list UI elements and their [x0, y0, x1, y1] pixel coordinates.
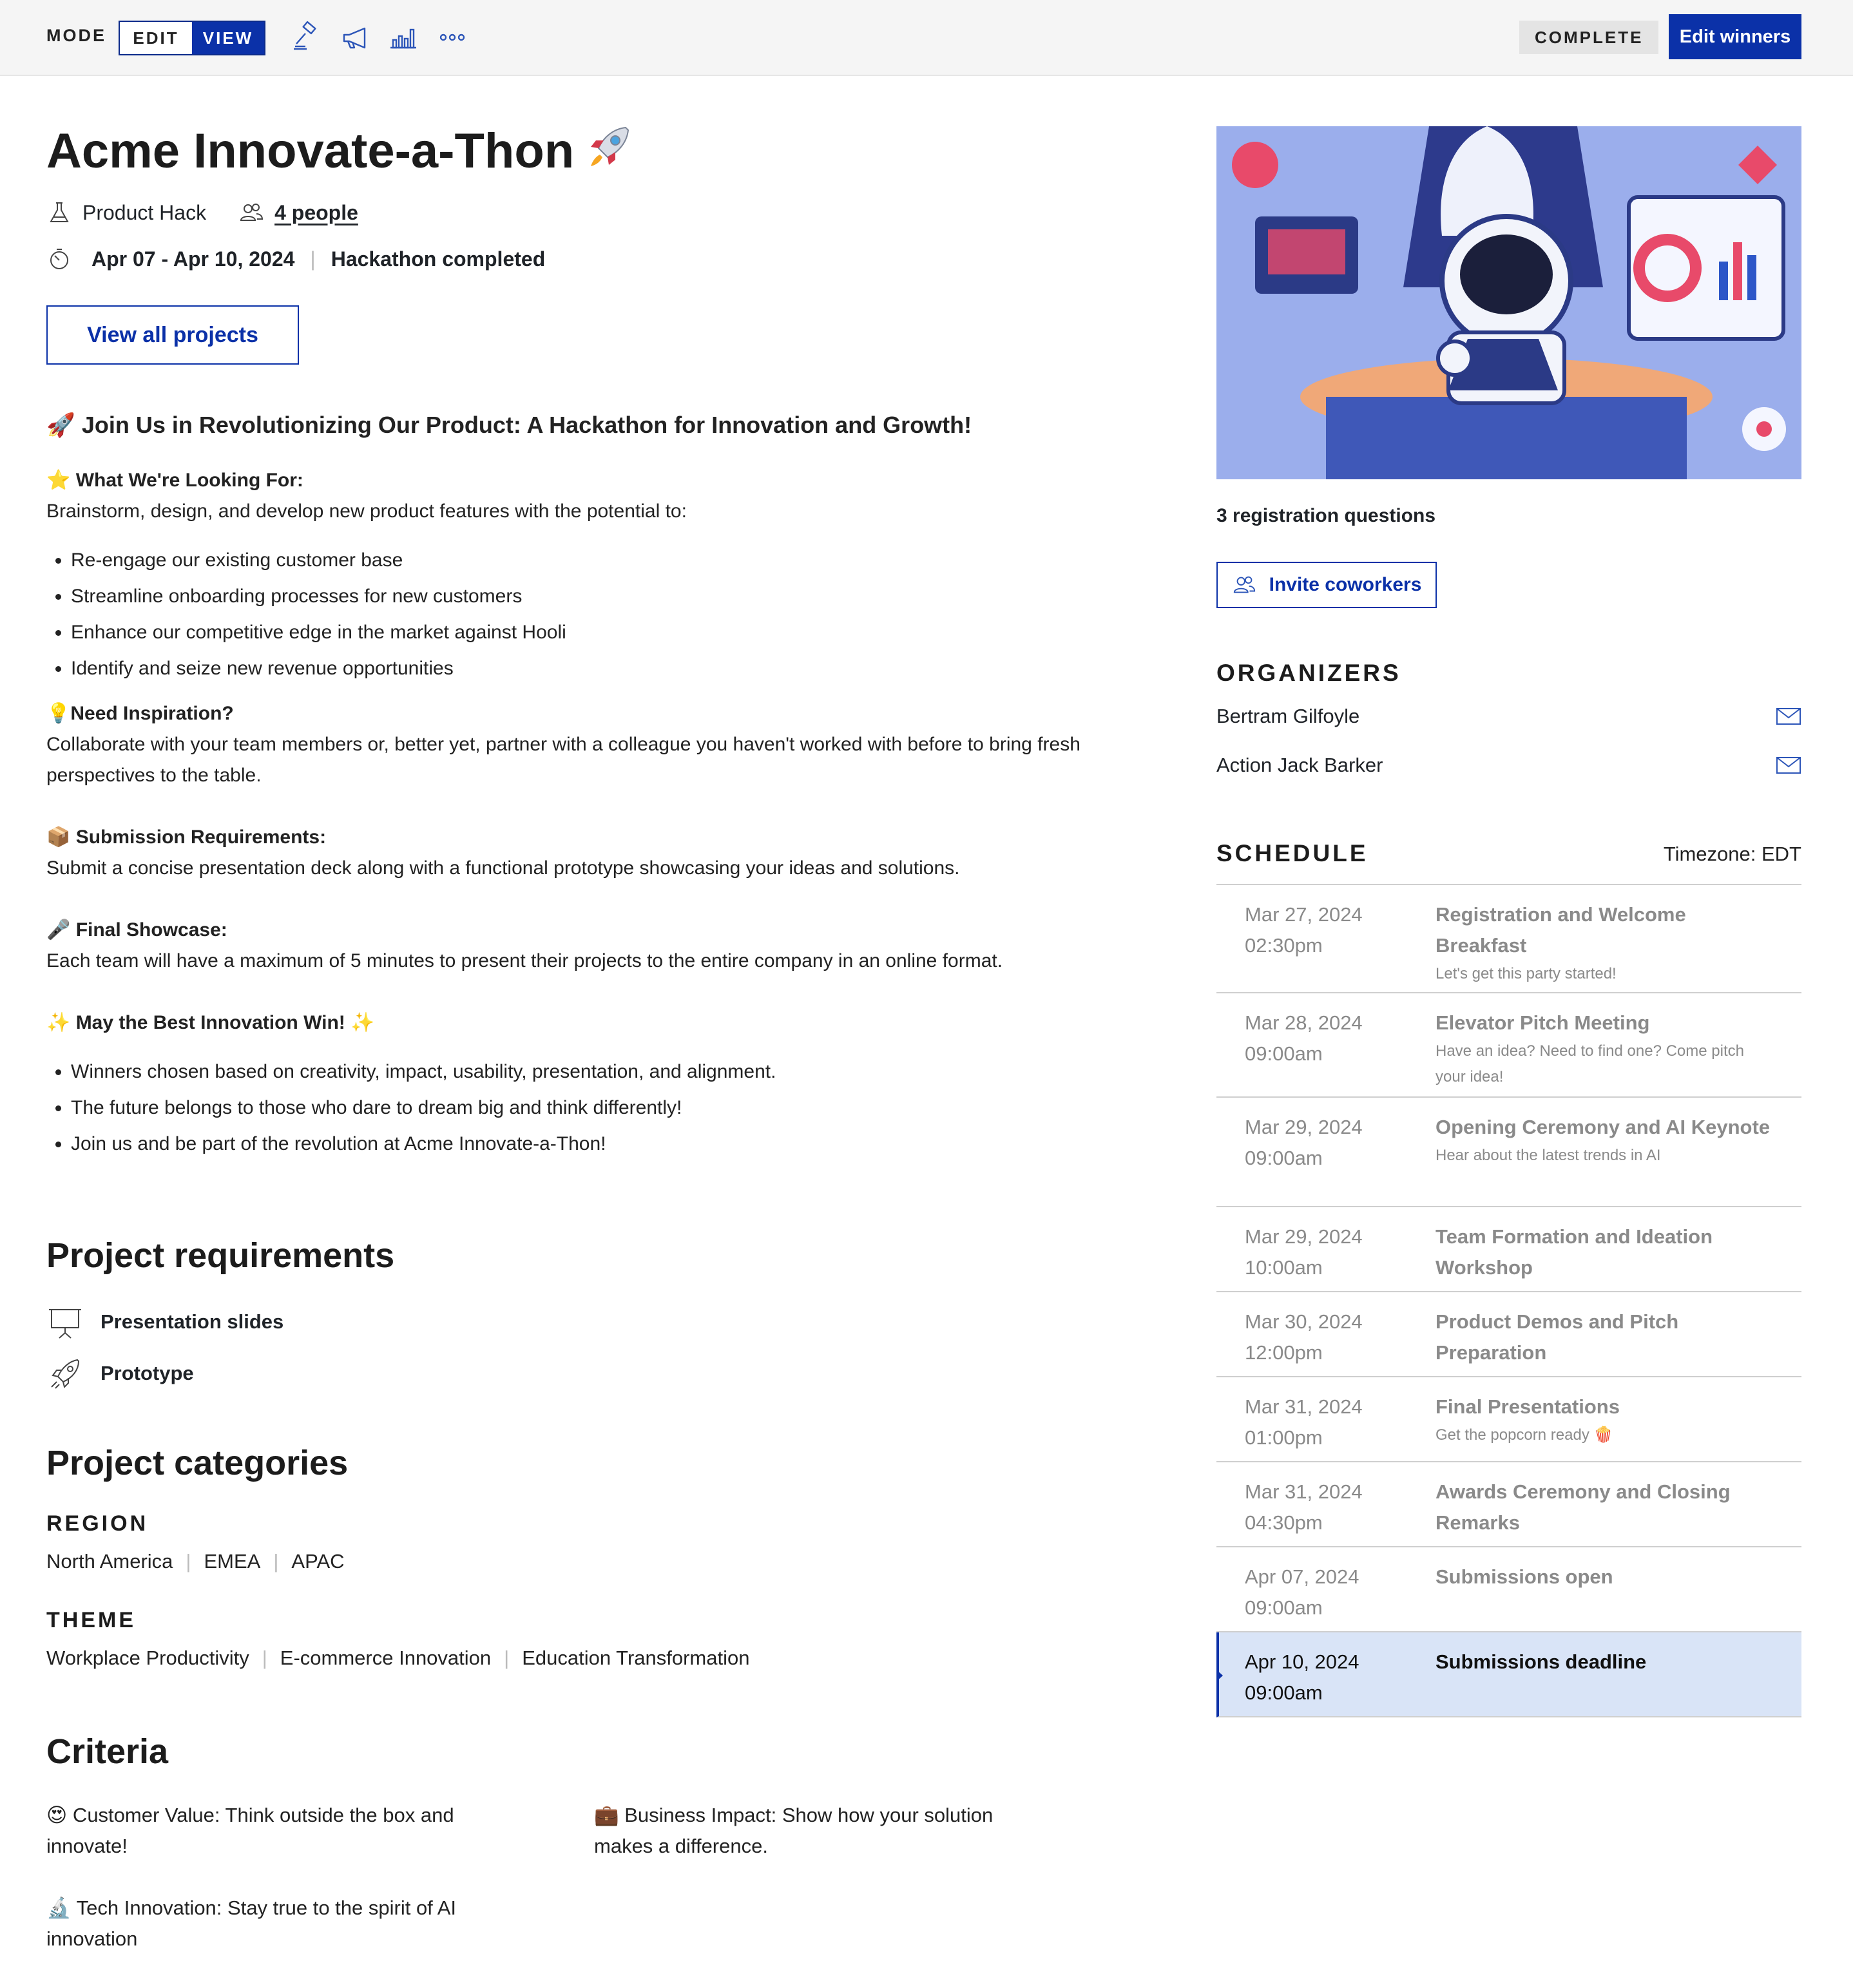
theme-label: THEME	[46, 1608, 136, 1632]
schedule-datetime	[1245, 1391, 1363, 1453]
theme-value: Workplace Productivity	[46, 1647, 249, 1669]
schedule-event	[1435, 1391, 1771, 1448]
schedule-title: Submissions open	[1435, 1565, 1613, 1588]
list-item: • Re-engage our existing customer base	[71, 545, 1090, 576]
schedule-time: 09:00am	[1245, 1596, 1323, 1619]
schedule-row	[1216, 1377, 1801, 1462]
schedule-title: Elevator Pitch Meeting	[1435, 1011, 1650, 1034]
list-item: • Join us and be part of the revolution at Acme Innovate-a-Thon!	[71, 1129, 1090, 1160]
people-icon	[238, 200, 264, 225]
schedule-subtitle: Let's get this party started!	[1435, 965, 1617, 982]
schedule-time: 12:00pm	[1245, 1341, 1323, 1364]
people-icon	[1232, 573, 1256, 597]
schedule-row	[1216, 1207, 1801, 1292]
megaphone-icon[interactable]	[339, 21, 372, 54]
schedule-datetime	[1245, 1008, 1363, 1069]
schedule-date: Mar 27, 2024	[1245, 903, 1363, 926]
schedule-time: 10:00am	[1245, 1256, 1323, 1279]
schedule-time: 09:00am	[1245, 1042, 1323, 1065]
schedule-date: Mar 31, 2024	[1245, 1395, 1363, 1418]
mode-toggle	[119, 21, 265, 55]
schedule-datetime	[1245, 1562, 1359, 1623]
looking-for-list	[46, 545, 1090, 684]
gavel-icon[interactable]	[290, 21, 323, 54]
organizer-row	[1216, 701, 1801, 732]
requirement-label: Prototype	[101, 1362, 194, 1384]
theme-value: Education Transformation	[522, 1647, 750, 1669]
event-status: Hackathon completed	[331, 247, 546, 271]
schedule-time: 02:30pm	[1245, 934, 1323, 957]
schedule-time: 09:00am	[1245, 1147, 1323, 1169]
divider: |	[504, 1647, 510, 1669]
schedule-row	[1216, 1292, 1801, 1377]
list-item: • Streamline onboarding processes for new customers	[71, 581, 1090, 612]
region-value: EMEA	[204, 1550, 261, 1572]
list-item: • Enhance our competitive edge in the market against Hooli	[71, 617, 1090, 648]
invite-label: Invite coworkers	[1269, 574, 1422, 595]
top-toolbar	[0, 0, 1853, 76]
schedule-title: Registration and Welcome Breakfast	[1435, 903, 1686, 957]
schedule-time: 04:30pm	[1245, 1511, 1323, 1534]
schedule-row	[1216, 1547, 1801, 1632]
schedule-event	[1435, 1647, 1771, 1677]
more-icon[interactable]	[436, 21, 469, 54]
schedule-date: Mar 29, 2024	[1245, 1225, 1363, 1248]
schedule-event	[1435, 899, 1771, 987]
requirement-label: Presentation slides	[101, 1310, 284, 1333]
schedule-event	[1435, 1008, 1771, 1090]
schedule-title: Awards Ceremony and Closing Remarks	[1435, 1480, 1731, 1534]
inspiration-text: Collaborate with your team members or, better yet, partner with a colleague you haven't worked with before to bring fresh perspectives to the table.	[46, 734, 1080, 786]
schedule-date: Mar 28, 2024	[1245, 1011, 1363, 1034]
schedule-row	[1216, 1098, 1801, 1207]
requirements-title: Project requirements	[46, 1236, 395, 1275]
schedule-row	[1216, 885, 1801, 993]
schedule-time: 09:00am	[1245, 1681, 1323, 1704]
mode-edit-button[interactable]: EDIT	[120, 22, 192, 54]
schedule-row	[1216, 1462, 1801, 1547]
divider: |	[273, 1550, 279, 1572]
theme-value: E-commerce Innovation	[280, 1647, 492, 1669]
mode-view-button[interactable]: VIEW	[192, 22, 264, 54]
status-badge: COMPLETE	[1519, 21, 1658, 54]
mail-icon[interactable]	[1776, 706, 1801, 727]
edit-winners-button[interactable]: Edit winners	[1669, 14, 1801, 59]
submission-text: Submit a concise presentation deck along with a functional prototype showcasing your ideas and solutions.	[46, 857, 960, 879]
schedule-date: Mar 31, 2024	[1245, 1480, 1363, 1503]
region-value: North America	[46, 1550, 173, 1572]
schedule-event	[1435, 1221, 1771, 1283]
schedule-subtitle: Have an idea? Need to find one? Come pitch your idea!	[1435, 1042, 1744, 1085]
theme-values	[46, 1647, 749, 1670]
flask-icon	[46, 200, 72, 225]
list-item: • Winners chosen based on creativity, impact, usability, presentation, and alignment.	[71, 1056, 1090, 1087]
event-meta	[46, 198, 358, 227]
schedule-event	[1435, 1477, 1771, 1538]
region-label: REGION	[46, 1511, 149, 1536]
divider: |	[186, 1550, 191, 1572]
schedule-event	[1435, 1562, 1771, 1592]
schedule-datetime	[1245, 1477, 1363, 1538]
registration-questions: 3 registration questions	[1216, 505, 1436, 526]
region-values	[46, 1550, 345, 1573]
schedule-date: Mar 30, 2024	[1245, 1310, 1363, 1333]
schedule-datetime	[1245, 1647, 1359, 1708]
win-heading: ✨ May the Best Innovation Win! ✨	[46, 1012, 375, 1033]
timezone: Timezone: EDT	[1663, 843, 1801, 865]
schedule-row	[1216, 993, 1801, 1098]
schedule-title: Product Demos and Pitch Preparation	[1435, 1310, 1679, 1364]
schedule-date: Apr 10, 2024	[1245, 1650, 1359, 1673]
list-item: • The future belongs to those who dare to dream big and think differently!	[71, 1093, 1090, 1123]
schedule-date: Mar 29, 2024	[1245, 1116, 1363, 1138]
criteria-item: 😍 Customer Value: Think outside the box and innovate!	[46, 1804, 454, 1857]
schedule-time: 01:00pm	[1245, 1426, 1323, 1449]
event-title: Acme Innovate-a-Thon	[46, 124, 575, 178]
schedule-datetime	[1245, 1112, 1363, 1174]
categories-title: Project categories	[46, 1444, 349, 1482]
schedule-title: SCHEDULE	[1216, 840, 1368, 866]
event-dates-row	[46, 245, 545, 273]
requirement-item	[46, 1355, 194, 1391]
mode-label: MODE	[46, 26, 106, 45]
criteria-title: Criteria	[46, 1732, 169, 1771]
divider: |	[262, 1647, 267, 1669]
looking-for-text: Brainstorm, design, and develop new product features with the potential to:	[46, 501, 687, 522]
divider: |	[310, 247, 316, 271]
region-value: APAC	[291, 1550, 345, 1572]
submission-heading: 📦 Submission Requirements:	[46, 827, 327, 848]
rocket-icon	[583, 122, 633, 173]
schedule-datetime	[1245, 899, 1363, 961]
rocket-outline-icon	[46, 1355, 84, 1392]
schedule-title: Opening Ceremony and AI Keynote	[1435, 1116, 1771, 1138]
schedule-title: Final Presentations	[1435, 1395, 1620, 1418]
invite-coworkers-button[interactable]	[1216, 562, 1437, 608]
list-item: • Identify and seize new revenue opportunities	[71, 653, 1090, 684]
schedule-subtitle: Hear about the latest trends in AI	[1435, 1147, 1661, 1164]
schedule-title: Team Formation and Ideation Workshop	[1435, 1225, 1713, 1279]
looking-for-heading: ⭐ What We're Looking For:	[46, 470, 303, 491]
requirement-item	[46, 1304, 283, 1340]
criteria-item: 💼 Business Impact: Show how your solution makes a difference.	[594, 1804, 994, 1857]
schedule-event	[1435, 1112, 1771, 1169]
page-title	[46, 122, 633, 179]
schedule-datetime	[1245, 1221, 1363, 1283]
organizers-title: ORGANIZERS	[1216, 660, 1401, 686]
bar-chart-icon[interactable]	[387, 21, 420, 54]
event-type: Product Hack	[82, 200, 207, 224]
organizer-name: Action Jack Barker	[1216, 754, 1383, 776]
win-list	[46, 1056, 1090, 1160]
schedule-datetime	[1245, 1306, 1363, 1368]
organizer-name: Bertram Gilfoyle	[1216, 705, 1360, 727]
criteria-item: 🔬 Tech Innovation: Stay true to the spirit of AI innovation	[46, 1897, 456, 1950]
presentation-icon	[46, 1303, 84, 1341]
schedule-title: Submissions deadline	[1435, 1650, 1647, 1673]
event-dates: Apr 07 - Apr 10, 2024	[91, 247, 295, 271]
event-description	[46, 410, 1090, 1174]
schedule-row-current	[1216, 1632, 1801, 1717]
description-headline: 🚀 Join Us in Revolutionizing Our Product: A Hackathon for Innovation and Growth!	[46, 412, 972, 438]
schedule-subtitle: Get the popcorn ready 🍿	[1435, 1426, 1613, 1444]
people-link[interactable]: 4 people	[274, 200, 358, 224]
timer-icon	[46, 246, 72, 272]
view-all-projects-button[interactable]: View all projects	[46, 305, 299, 365]
schedule-date: Apr 07, 2024	[1245, 1565, 1359, 1588]
showcase-heading: 🎤 Final Showcase:	[46, 919, 227, 941]
showcase-text: Each team will have a maximum of 5 minutes to present their projects to the entire company in an online format.	[46, 950, 1003, 971]
schedule-event	[1435, 1306, 1771, 1368]
event-cover-image	[1216, 126, 1801, 479]
mail-icon[interactable]	[1776, 755, 1801, 776]
schedule-list	[1216, 884, 1801, 1717]
inspiration-heading: 💡Need Inspiration?	[46, 703, 234, 724]
organizer-row	[1216, 750, 1801, 781]
